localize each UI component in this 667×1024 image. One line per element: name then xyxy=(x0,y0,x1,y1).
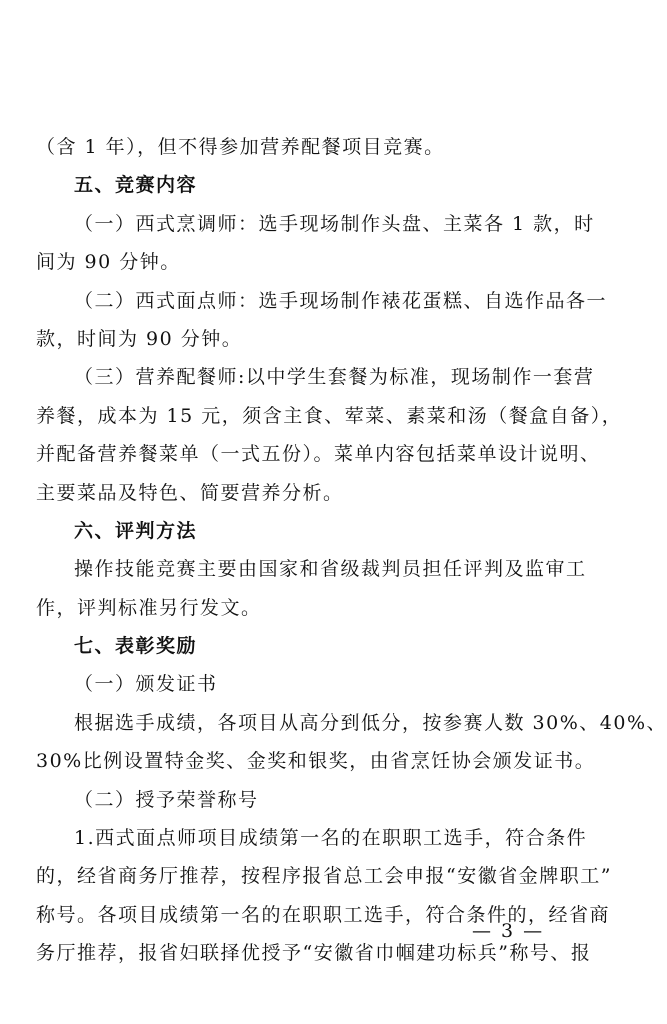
text-line: 养餐，成本为 15 元，须含主食、荤菜、素菜和汤（餐盒自备）， xyxy=(36,404,623,427)
text-line: 作，评判标准另行发文。 xyxy=(36,596,262,619)
text-line: 操作技能竞赛主要由国家和省级裁判员担任评判及监审工 xyxy=(74,558,587,581)
text-line: 根据选手成绩，各项目从高分到低分，按参赛人数 30%、40%、 xyxy=(74,711,667,734)
text-line: 并配备营养餐菜单（一式五份）。菜单内容包括菜单设计说明、 xyxy=(36,443,601,466)
section-heading-6: 六、评判方法 xyxy=(74,519,198,542)
text-line: 1.西式面点师项目成绩第一名的在职职工选手，符合条件 xyxy=(74,827,588,850)
subsection-heading-2: （二）授予荣誉称号 xyxy=(74,788,259,811)
text-line: （三）营养配餐师:以中学生套餐为标准，现场制作一套营 xyxy=(74,366,595,389)
text-line: 款，时间为 90 分钟。 xyxy=(36,327,243,350)
text-line: 主要菜品及特色、简要营养分析。 xyxy=(36,481,344,504)
text-line: 的，经省商务厅推荐，按程序报省总工会申报“安徽省金牌职工” xyxy=(36,865,612,888)
text-line: （二）西式面点师：选手现场制作裱花蛋糕、自选作品各一 xyxy=(74,289,608,312)
text-line: （含 1 年），但不得参加营养配餐项目竞赛。 xyxy=(36,136,445,158)
body-text xyxy=(36,128,667,973)
subsection-heading-1: （一）颁发证书 xyxy=(74,673,218,696)
text-line: 30%比例设置特金奖、金奖和银奖，由省烹饪协会颁发证书。 xyxy=(36,750,596,773)
text-line: （一）西式烹调师：选手现场制作头盘、主菜各 1 款，时 xyxy=(74,212,595,235)
page-number: — 3 — xyxy=(472,920,545,942)
text-line: 间为 90 分钟。 xyxy=(36,251,181,274)
section-heading-7: 七、表彰奖励 xyxy=(74,635,198,658)
text-line: 称号。各项目成绩第一名的在职职工选手，符合条件的，经省商 xyxy=(36,903,611,926)
section-heading-5: 五、竞赛内容 xyxy=(74,174,198,197)
text-line: 务厅推荐，报省妇联择优授予“安徽省巾帼建功标兵”称号、报 xyxy=(36,942,592,965)
